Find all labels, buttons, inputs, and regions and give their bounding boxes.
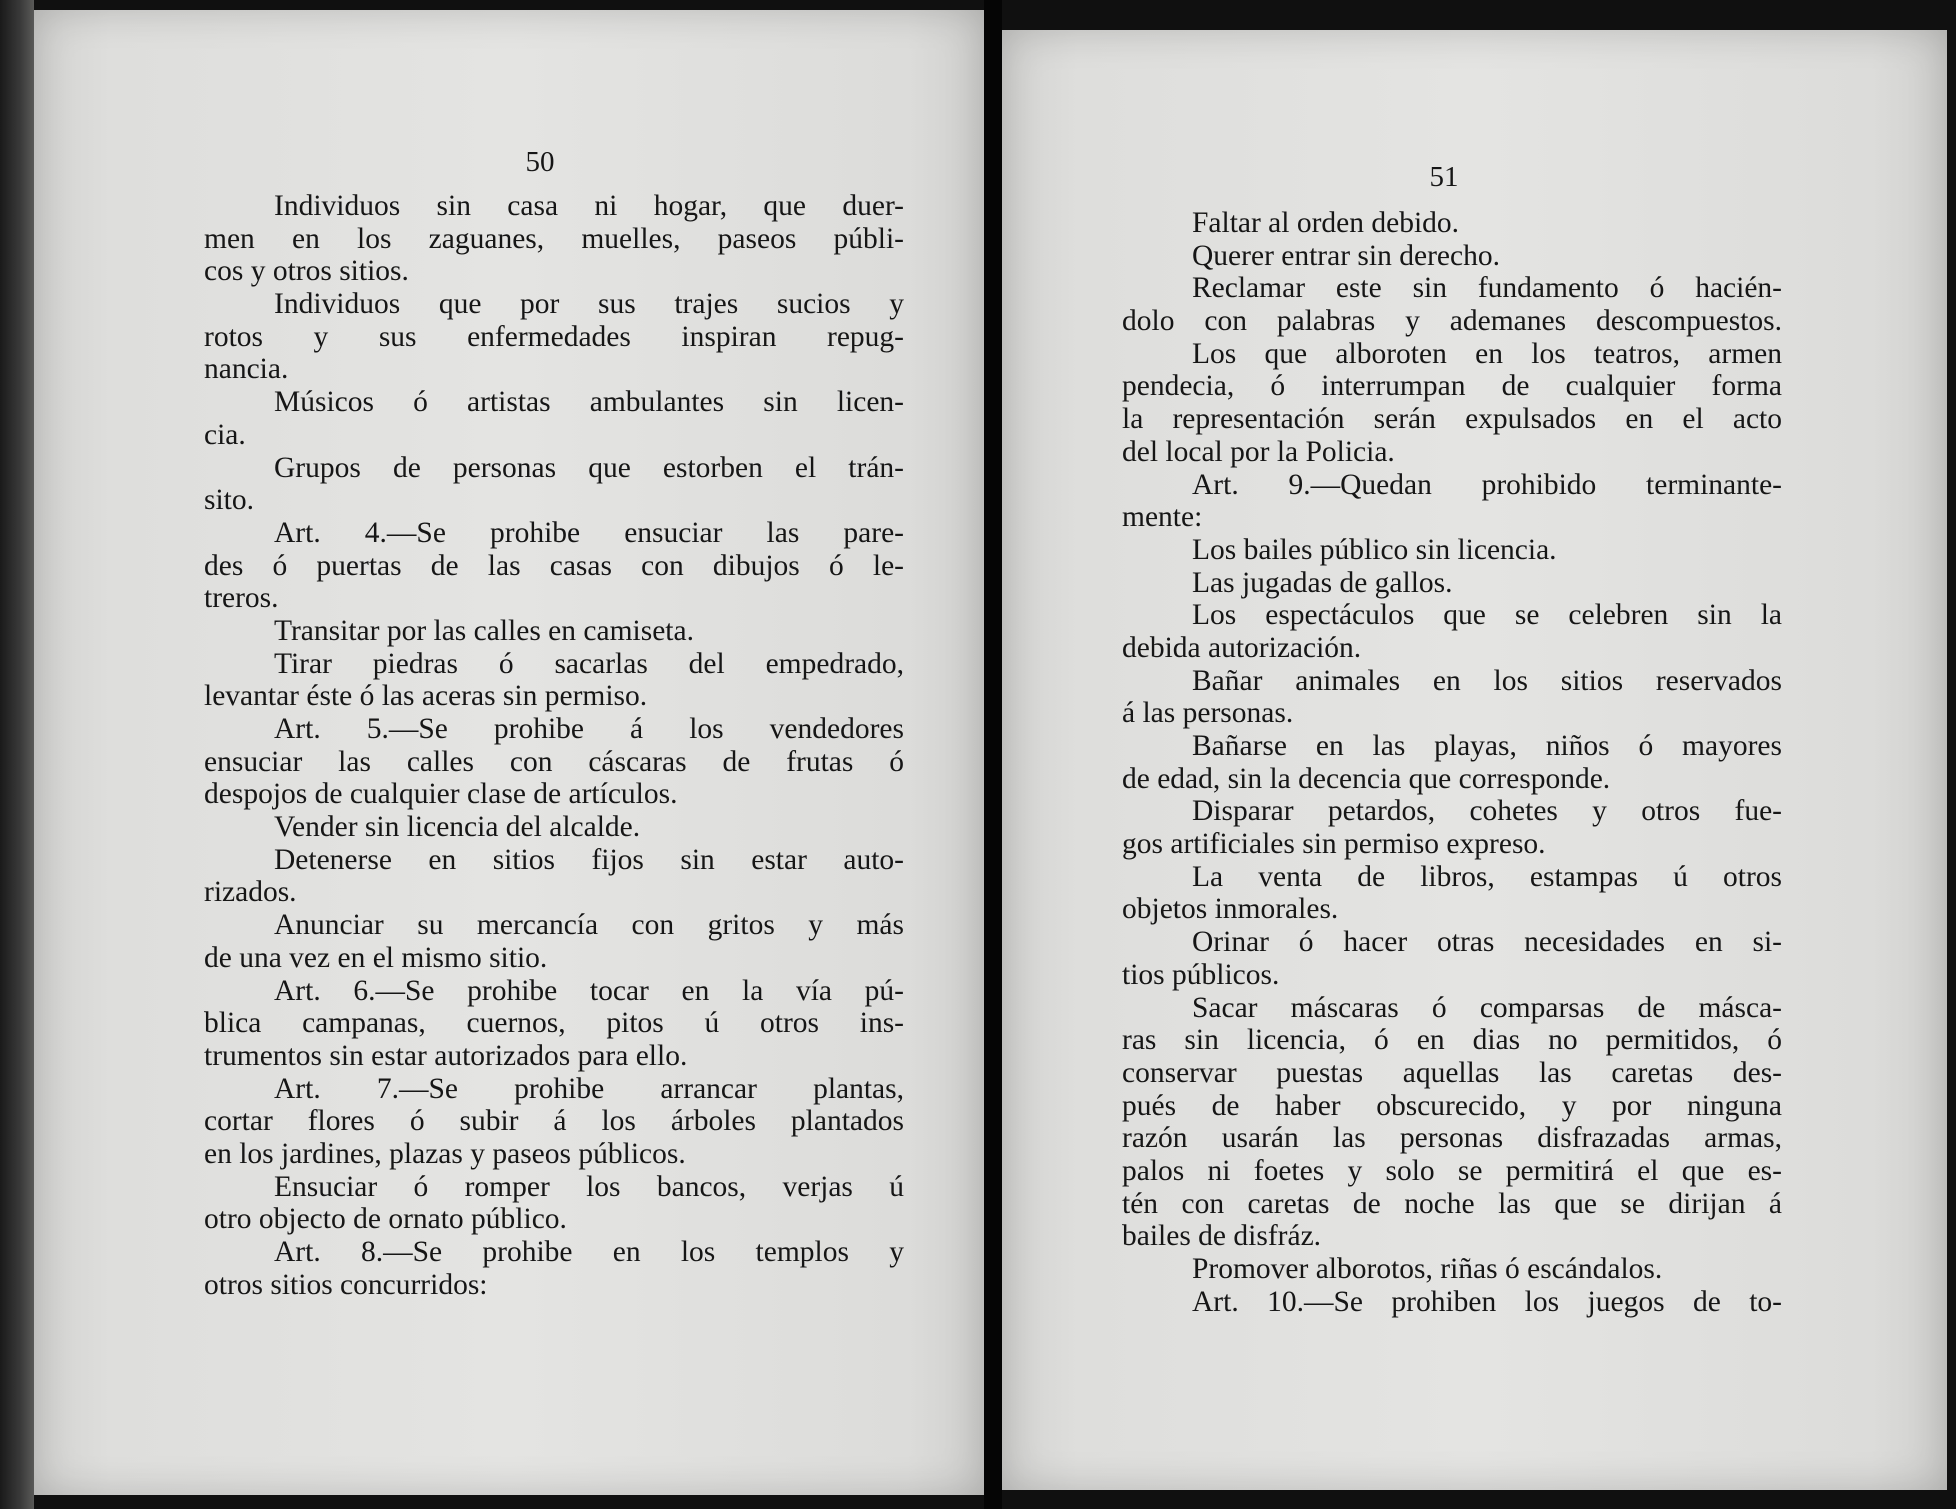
text-line: otros sitios concurridos:	[204, 1268, 488, 1301]
text-line: Faltar al orden debido.	[1192, 207, 1460, 239]
text-line: Art. 5.—Se prohibe á los vendedores	[274, 713, 904, 745]
text-line: Reclamar este sin fundamento ó hacién-	[1192, 272, 1782, 305]
text-line: Art. 9.—Quedan prohibido terminante-	[1192, 468, 1782, 501]
text-line: La venta de libros, estampas ú otros	[1192, 860, 1782, 893]
text-line: cortar flores ó subir á los árboles plantados	[204, 1105, 904, 1138]
text-line: otro objecto de ornato público.	[204, 1203, 567, 1236]
text-line: Art. 7.—Se prohibe arrancar plantas,	[274, 1072, 904, 1105]
text-line: Anunciar su mercancía con gritos y más	[274, 909, 904, 942]
text-line: despojos de cualquier clase de artículos.	[204, 778, 678, 811]
right-page	[1002, 30, 1947, 1490]
left-page	[34, 10, 984, 1495]
text-line: tios públicos.	[1122, 958, 1280, 991]
text-line: Art. 4.—Se prohibe ensuciar las pare-	[274, 516, 904, 549]
text-line: mente:	[1122, 501, 1203, 534]
page-number: 51	[1429, 161, 1459, 193]
text-line: rotos y sus enfermedades inspiran repug-	[204, 320, 904, 353]
text-line: objetos inmorales.	[1122, 893, 1339, 926]
text-line: Las jugadas de gallos.	[1192, 566, 1453, 599]
text-line: de edad, sin la decencia que corresponde.	[1122, 762, 1611, 795]
text-line: tén con caretas de noche las que se dirijan á	[1122, 1187, 1782, 1220]
text-line: Querer entrar sin derecho.	[1192, 239, 1500, 272]
text-line: Los bailes público sin licencia.	[1192, 533, 1557, 566]
text-line: Los que alboroten en los teatros, armen	[1192, 337, 1782, 370]
page-number: 50	[525, 146, 555, 178]
text-line: des ó puertas de las casas con dibujos ó le-	[204, 549, 904, 582]
text-line: ensuciar las calles con cáscaras de frutas ó	[204, 745, 904, 778]
text-line: Art. 6.—Se prohibe tocar en la vía pú-	[274, 974, 904, 1007]
text-line: á las personas.	[1122, 697, 1294, 730]
text-line: sito.	[204, 484, 254, 517]
text-line: Detenerse en sitios fijos sin estar auto-	[274, 843, 904, 876]
text-line: Los espectáculos que se celebren sin la	[1192, 599, 1782, 632]
text-line: men en los zaguanes, muelles, paseos públi-	[204, 222, 904, 255]
text-line: bailes de disfráz.	[1122, 1220, 1322, 1253]
text-line: Transitar por las calles en camiseta.	[274, 614, 694, 647]
text-line: Promover alborotos, riñas ó escándalos.	[1192, 1253, 1663, 1285]
text-line: palos ni foetes y solo se permitirá el que es-	[1122, 1154, 1782, 1187]
text-line: nancia.	[204, 353, 289, 386]
book-edge	[0, 0, 34, 1509]
text-line: Art. 8.—Se prohibe en los templos y	[274, 1236, 904, 1268]
text-line: pués de haber obscurecido, y por ninguna	[1122, 1089, 1782, 1122]
text-line: de una vez en el mismo sitio.	[204, 941, 548, 974]
book-gutter	[984, 0, 1002, 1509]
text-line: Bañar animales en los sitios reservados	[1192, 664, 1782, 697]
text-line: Orinar ó hacer otras necesidades en si-	[1192, 926, 1782, 959]
text-line: cia.	[204, 418, 246, 451]
text-line: cos y otros sitios.	[204, 255, 409, 288]
text-line: ras sin licencia, ó en dias no permitidos, ó	[1122, 1024, 1782, 1057]
text-line: Sacar máscaras ó comparsas de másca-	[1192, 991, 1782, 1024]
text-line: Tirar piedras ó sacarlas del empedrado,	[274, 647, 904, 680]
text-line: Ensuciar ó romper los bancos, verjas ú	[274, 1170, 904, 1203]
text-line: blica campanas, cuernos, pitos ú otros ins-	[204, 1007, 904, 1040]
text-line: Art. 10.—Se prohiben los juegos de to-	[1192, 1285, 1782, 1318]
text-line: del local por la Policia.	[1122, 435, 1395, 468]
text-line: trumentos sin estar autorizados para ello.	[204, 1039, 688, 1072]
text-line: razón usarán las personas disfrazadas armas,	[1122, 1122, 1782, 1155]
text-line: treros.	[204, 582, 279, 615]
text-line: Individuos sin casa ni hogar, que duer-	[274, 190, 904, 222]
text-line: en los jardines, plazas y paseos públicos.	[204, 1137, 686, 1170]
text-line: dolo con palabras y ademanes descompuestos.	[1122, 305, 1782, 338]
text-line: debida autorización.	[1122, 631, 1362, 664]
text-line: Vender sin licencia del alcalde.	[274, 811, 641, 844]
text-line: Músicos ó artistas ambulantes sin licen-	[274, 386, 904, 419]
page-body	[1122, 207, 1782, 1318]
text-line: Bañarse en las playas, niños ó mayores	[1192, 730, 1782, 762]
text-line: la representación serán expulsados en el acto	[1122, 403, 1782, 436]
text-line: pendecia, ó interrumpan de cualquier forma	[1122, 370, 1782, 403]
text-line: Disparar petardos, cohetes y otros fue-	[1192, 795, 1782, 828]
text-line: rizados.	[204, 876, 297, 909]
text-line: Individuos que por sus trajes sucios y	[274, 288, 904, 321]
page-body	[204, 190, 904, 1301]
text-line: levantar éste ó las aceras sin permiso.	[204, 680, 648, 713]
text-line: gos artificiales sin permiso expreso.	[1122, 828, 1546, 861]
text-line: conservar puestas aquellas las caretas des-	[1122, 1056, 1782, 1089]
text-line: Grupos de personas que estorben el trán-	[274, 451, 904, 484]
